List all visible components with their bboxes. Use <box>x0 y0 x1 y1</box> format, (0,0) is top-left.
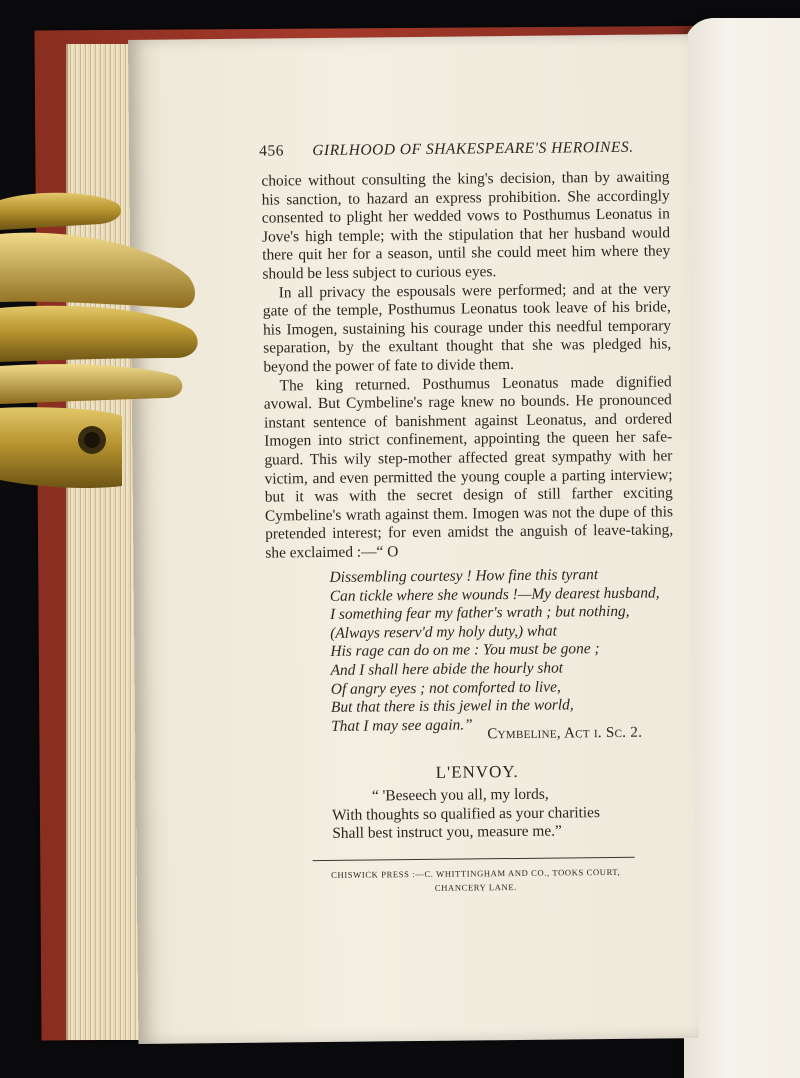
printer-imprint <box>317 865 635 896</box>
verse-line: His rage can do on me : You must be gone ; <box>330 640 600 661</box>
envoy-line: “ 'Beseech you all, my lords, <box>371 785 549 805</box>
verse-line: But that there is this jewel in the world, <box>330 696 574 717</box>
facing-page <box>684 18 800 1078</box>
imprint-rule <box>313 857 635 861</box>
page-number: 456 <box>259 142 285 160</box>
verse-line: Can tickle where she wounds !—My dearest husband, <box>329 584 660 605</box>
envoy-line: With thoughts so qualified as your charities <box>332 803 601 824</box>
verse-line: Of angry eyes ; not comforted to live, <box>330 678 561 698</box>
envoy-verse <box>332 784 663 843</box>
verse-line: Dissembling courtesy ! How fine this tyrant <box>329 566 599 586</box>
body-text <box>261 168 673 563</box>
running-title: GIRLHOOD OF SHAKESPEARE'S HEROINES. <box>312 138 634 160</box>
paragraph-1: choice without consulting the king's decision, than by awaiting his sanction, to hazard an express prohibition. She accordingly consented to plight her wedded vows to Posthumus Leonatus in Jove's high temple; with the stipulation that her husband would there quit her for a season, until she could meet him where they should be less subject to curious eyes. <box>261 168 671 283</box>
verse-line: And I shall here abide the hourly shot <box>330 659 564 679</box>
imprint-line: CHANCERY LANE. <box>434 881 517 893</box>
paragraph-3: The king returned. Posthumus Leonatus made dignified avowal. But Cymbeline's rage knew no bounds. He pronounced instant sentence of banishment against Leonatus, and ordered Imogen into strict confinement, appointing the queen her safe-guard. This wily step-mother affected great sympathy with her victim, and even permitted the young couple a parting interview; but it was with the secret design of still farther exciting Cymbeline's wrath against them. Imogen was not the dupe of this pretended interest; for even amidst the anguish of leave-taking, she exclaimed :—“ O <box>263 372 674 562</box>
brass-hand-bookweight-icon <box>0 190 205 490</box>
envoy-line: Shall best instruct you, measure me.” <box>332 822 562 843</box>
imprint-line: CHISWICK PRESS :—C. WHITTINGHAM AND CO., TOOKS COURT, <box>331 866 621 880</box>
book-page <box>128 34 698 1044</box>
verse-line: I something fear my father's wrath ; but nothing, <box>329 602 630 624</box>
verse-quotation <box>330 565 662 736</box>
envoy-title: L'ENVOY. <box>435 761 519 782</box>
citation: Cymbeline, Act i. Sc. 2. <box>487 724 643 743</box>
verse-line: That I may see again.” <box>331 716 473 735</box>
running-header <box>259 138 679 160</box>
paragraph-2: In all privacy the espousals were performed; and at the very gate of the temple, Posthumus Leonatus took leave of his bride, his Imogen, sustaining his courage under this needful temporary separation, by the exultant thought that she was pledged his, beyond the power of fate to divide them. <box>262 279 672 376</box>
verse-line: (Always reserv'd my holy duty,) what <box>330 622 558 642</box>
